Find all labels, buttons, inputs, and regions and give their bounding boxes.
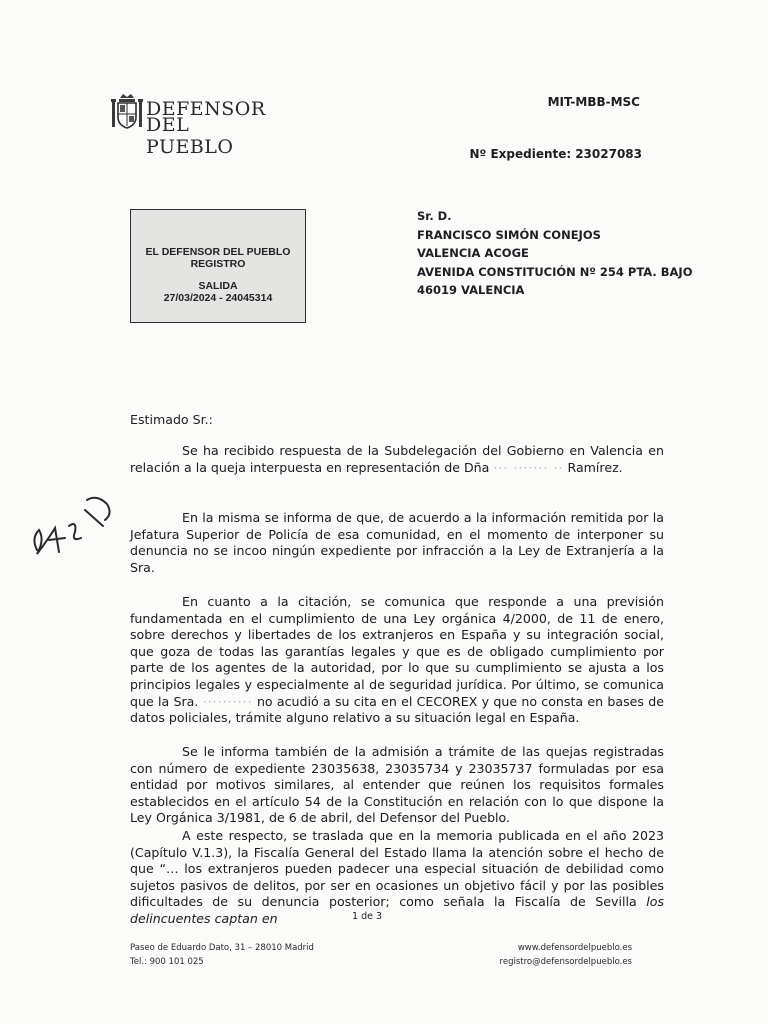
- paragraph-4-text: Se le informa también de la admisión a trámite de las quejas registradas con número de expediente 23035638, 23035734 y 23035737 formuladas por esa entidad por motivos similares, al entender que reúnen los requisitos formales establecidos en el artículo 54 de la Constitución en relación con lo que dispone la Ley Orgánica 3/1981, de 6 de abril, del Defensor del Pueblo.: [130, 744, 664, 826]
- paragraph-5-italic: los delincuentes captan en: [130, 894, 664, 926]
- recipient-address: [417, 207, 693, 300]
- paragraph-3-text: En cuanto a la citación, se comunica que responde a una previsión fundamentada en el cumplimiento de una Ley orgánica 4/2000, de 11 de enero, sobre derechos y libertades de los extranjeros en España y su integración social, que goza de todas las garantías legales y que es de obligado cumplimiento por parte de los agentes de la autoridad, por lo que su cumplimiento se ajusta a los principios legales y especialmente al de seguridad jurídica. Por último, se comunica que la Sra.: [130, 594, 664, 709]
- footer-website-link[interactable]: www.defensordelpueblo.es: [517, 943, 632, 953]
- stamp-line3: SALIDA: [198, 280, 238, 292]
- expediente-label: Nº Expediente:: [469, 147, 572, 161]
- stamp-line2: REGISTRO: [190, 258, 246, 270]
- paragraph-3-end: no acudió a su cita en el CECOREX y que no consta en bases de datos policiales, trámite alguno relativo a su situación legal en España.: [130, 693, 664, 726]
- footer-email-link[interactable]: registro@defensordelpueblo.es: [499, 957, 632, 967]
- page-number: 1 de 3: [352, 911, 383, 922]
- salutation: Estimado Sr.:: [130, 412, 213, 427]
- paragraph-5-text: A este respecto, se traslada que en la memoria publicada en el año 2023 (Capítulo V.1.3), la Fiscalía General del Estado llama la atención sobre el hecho de que “… los extranjeros pueden padecer una especial situación de debilidad como sujetos pasivos de delitos, por ser en ocasiones un objetivo fácil y por las posibles dificultades de su denuncia posterior; como señala la Fiscalía de Sevilla: [130, 828, 664, 910]
- address-line2: FRANCISCO SIMÓN CONEJOS: [417, 227, 601, 242]
- registry-stamp: [130, 209, 306, 323]
- paragraph-2-text: En la misma se informa de que, de acuerdo a la información remitida por la Jefatura Superior de Policía de esa comunidad, en el momento de interponer su denuncia no se incoo ningún expediente por infracción a la Ley de Extranjería a la Sra.: [130, 510, 664, 575]
- footer-address: Paseo de Eduardo Dato, 31 – 28010 Madrid: [130, 943, 314, 953]
- defensor-del-pueblo-logo: [110, 92, 270, 158]
- paragraph-2: [130, 510, 664, 576]
- address-line4: AVENIDA CONSTITUCIÓN Nº 254 PTA. BAJO: [417, 264, 693, 279]
- expediente-number: 23027083: [575, 147, 642, 161]
- paragraph-1-text: Se ha recibido respuesta de la Subdelegación del Gobierno en Valencia en relación a la queja interpuesta en representación de Dña: [130, 443, 664, 475]
- paragraph-5: [130, 828, 664, 928]
- expediente-line: [469, 147, 642, 161]
- paragraph-3: [130, 594, 664, 727]
- address-line5: 46019 VALENCIA: [417, 283, 525, 297]
- paragraph-4: [130, 744, 664, 827]
- logo-text-line2: DEL PUEBLO: [146, 114, 234, 158]
- logo-text-line1: DEFENSOR: [146, 98, 266, 120]
- footer-phone: Tel.: 900 101 025: [130, 957, 204, 967]
- address-line1: Sr. D.: [417, 209, 452, 223]
- paragraph-1-end: Ramírez.: [567, 459, 623, 475]
- address-line3: VALENCIA ACOGE: [417, 246, 529, 260]
- coat-of-arms-icon: [110, 92, 144, 132]
- paragraph-1: [130, 443, 664, 476]
- footer-contact: [130, 941, 314, 969]
- footer-online: [500, 941, 632, 969]
- stamp-line4: 27/03/2024 - 24045314: [163, 292, 273, 304]
- handwritten-signature: [25, 480, 115, 580]
- stamp-line1: EL DEFENSOR DEL PUEBLO: [145, 246, 291, 258]
- redacted-name: ·︎·︎·︎·︎·︎·︎·︎·︎·︎·: [202, 693, 253, 709]
- redacted-name: ·︎·︎· ·︎·︎·︎·︎·︎·︎· ·︎·: [493, 459, 564, 475]
- reference-code: MIT-MBB-MSC: [547, 95, 640, 109]
